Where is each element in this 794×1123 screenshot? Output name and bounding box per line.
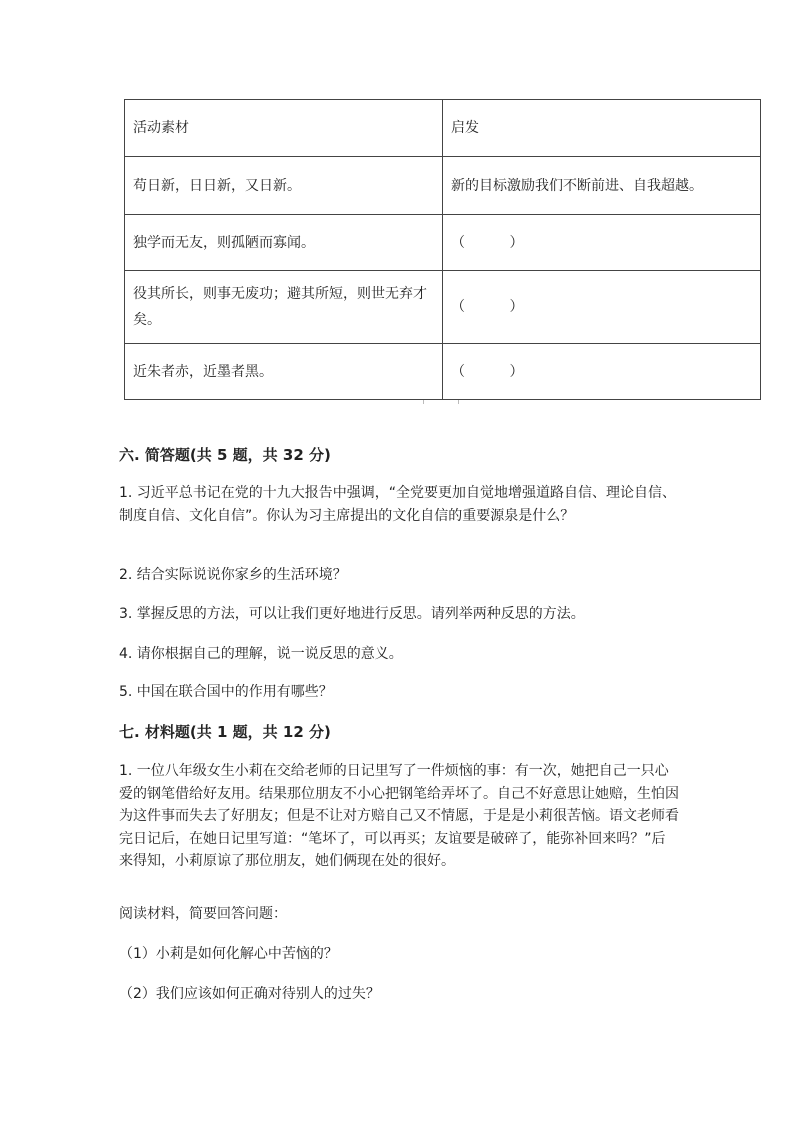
question-6-5: 5. 中国在联合国中的作用有哪些？	[119, 684, 333, 700]
subquestion-2: （2）我们应该如何正确对待别人的过失？	[119, 986, 380, 1002]
row-material: 独学而无友，则孤陋而寡闻。	[125, 215, 443, 271]
table-header-row	[125, 100, 761, 157]
table-row	[125, 215, 761, 271]
table-tick-mark	[458, 400, 459, 404]
question-6-2: 2. 结合实际说说你家乡的生活环境？	[119, 567, 347, 583]
material-passage: 1. 一位八年级女生小莉在交给老师的日记里写了一件烦恼的事：有一次，她把自己一只心爱的钢笔借给好友用。结果那位朋友不小心把钢笔给弄坏了。自己不好意思让她赔，生怕因为这件事而失去了好朋友；但是不让对方赔自己又不情愿，于是是小莉很苦恼。语文老师看完日记后，在她日记里写道：“笔坏了，可以再买；友谊要是破碎了，能弥补回来吗？”后来得知，小莉原谅了那位朋友，她们俩现在处的很好。	[119, 763, 679, 869]
activity-material-table	[124, 99, 760, 400]
question-6-4: 4. 请你根据自己的理解，说一说反思的意义。	[119, 646, 403, 662]
row-material: 苟日新，日日新，又日新。	[125, 157, 443, 215]
answer-blank: （ ）	[451, 234, 524, 251]
answer-blank: （ ）	[451, 363, 524, 380]
table-row	[125, 344, 761, 400]
header-insight: 启发	[443, 100, 761, 157]
section-6-title: 六. 简答题(共 5 题，共 32 分)	[119, 446, 331, 464]
row-material: 役其所长，则事无废功；避其所短，则世无弃才矣。	[125, 271, 443, 344]
row-insight-blank	[443, 271, 761, 344]
row-insight-blank	[443, 215, 761, 271]
question-6-1: 1. 习近平总书记在党的十九大报告中强调，“全党要更加自觉地增强道路自信、理论自信、制度自信、文化自信”。你认为习主席提出的文化自信的重要源泉是什么？	[119, 485, 677, 524]
row-insight: 新的目标激励我们不断前进、自我超越。	[443, 157, 761, 215]
table-row	[125, 157, 761, 215]
question-6-3: 3. 掌握反思的方法，可以让我们更好地进行反思。请列举两种反思的方法。	[119, 606, 585, 622]
answer-blank: （ ）	[451, 299, 524, 315]
row-insight-blank	[443, 344, 761, 400]
subquestion-1: （1）小莉是如何化解心中苦恼的？	[119, 946, 338, 962]
section-7-title: 七. 材料题(共 1 题，共 12 分)	[119, 723, 331, 741]
table-row	[125, 271, 761, 344]
row-material: 近朱者赤，近墨者黑。	[125, 344, 443, 400]
material-table	[124, 99, 761, 400]
material-prompt: 阅读材料，简要回答问题：	[119, 906, 287, 922]
header-material: 活动素材	[125, 100, 443, 157]
table-tick-mark	[423, 400, 424, 404]
